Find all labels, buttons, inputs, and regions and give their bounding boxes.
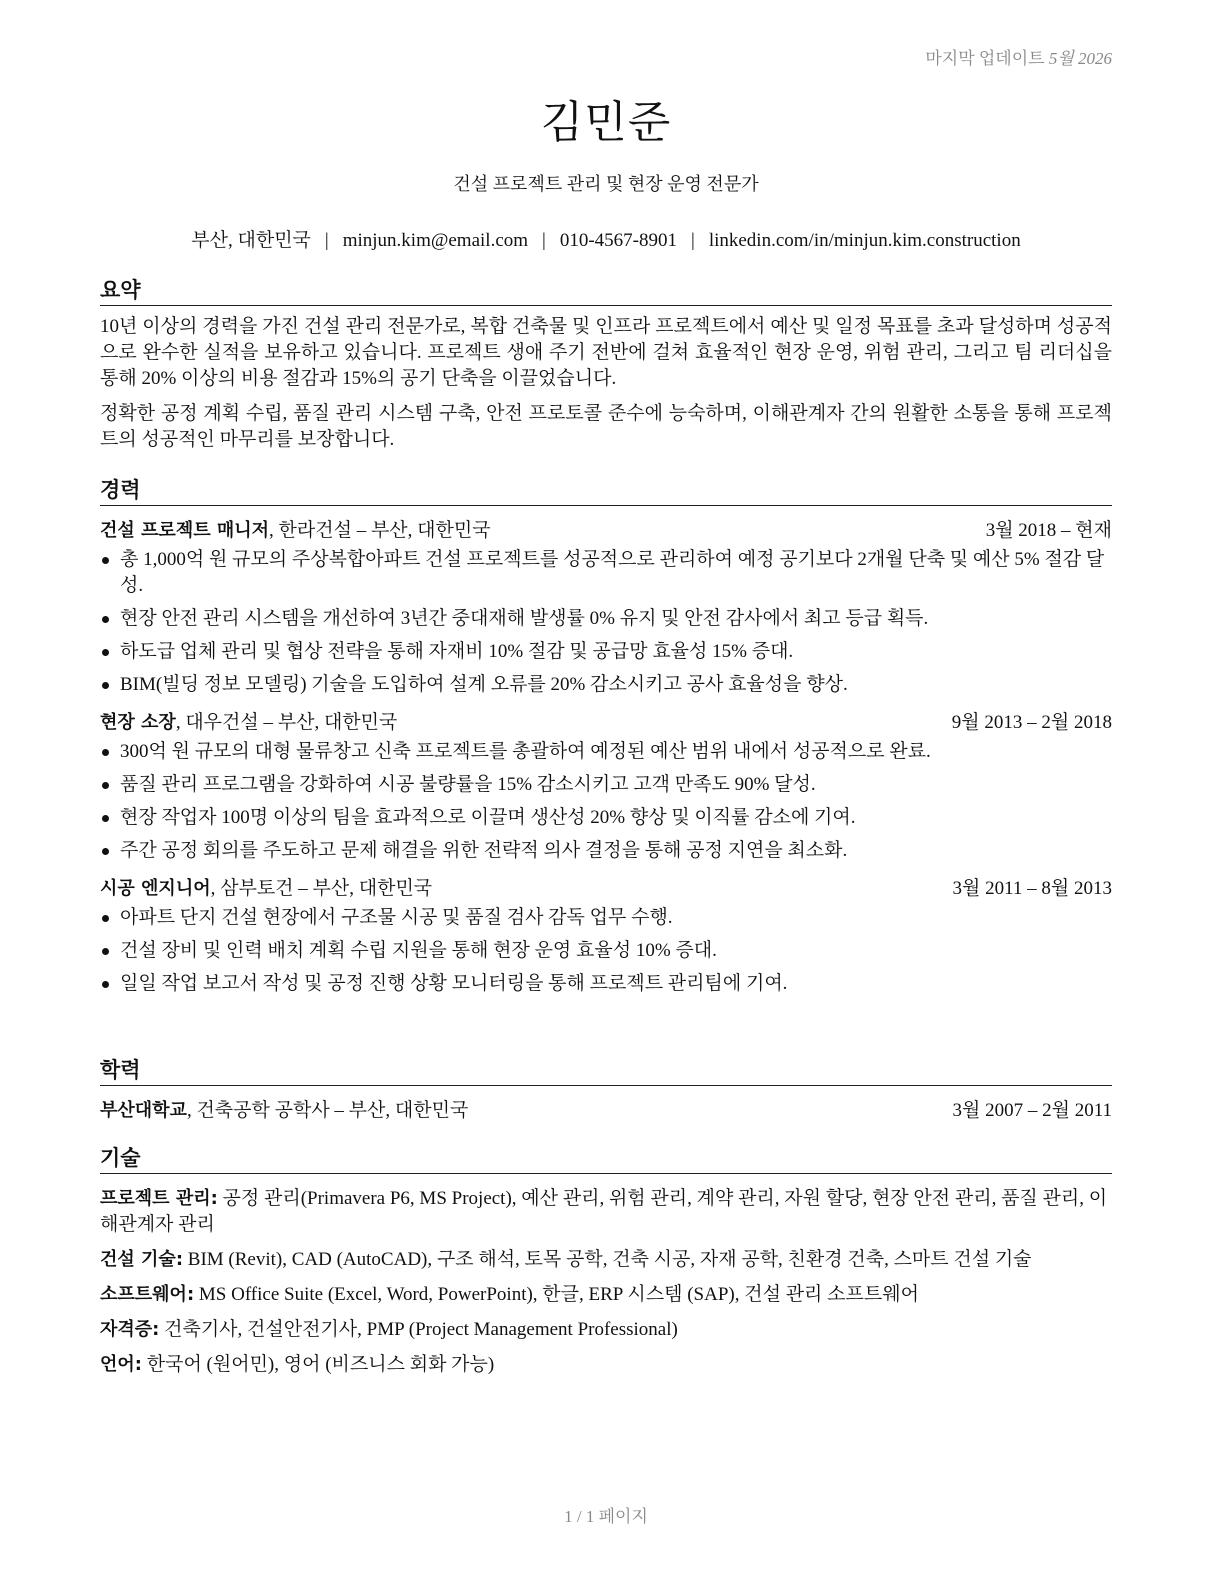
job-entry [100,518,1112,698]
job-header [100,710,1112,736]
list-item: 품질 관리 프로그램을 강화하여 시공 불량률을 15% 감소시키고 고객 만족도 90% 달성. [100,772,1112,798]
job-org: , 대우건설 – 부산, 대한민국 [175,712,398,733]
contact-separator: | [542,230,546,251]
person-name: 김민준 [540,97,672,148]
section-title: 요약 [100,277,1112,306]
contact-email[interactable]: minjun.kim@email.com [342,230,529,251]
contact-location: 부산, 대한민국 [191,230,311,251]
last-updated [925,44,1112,69]
education-detail: , 건축공학 공학사 – 부산, 대한민국 [186,1100,469,1121]
list-item: 일일 작업 보고서 작성 및 공정 진행 상황 모니터링을 통해 프로젝트 관리팀에 기여. [100,971,1112,997]
skill-label: 자격증: [100,1319,160,1340]
last-updated-label: 마지막 업데이트 [925,49,1045,68]
skill-label: 소프트웨어: [100,1284,195,1305]
skill-label: 프로젝트 관리: [100,1188,218,1209]
job-entry [100,876,1112,997]
education-dates: 3월 2007 – 2월 2011 [952,1100,1112,1121]
skill-value: 한국어 (원어민), 영어 (비즈니스 회화 가능) [141,1354,495,1375]
job-header [100,876,1112,902]
skill-row [100,1317,1112,1343]
job-bullets [100,739,1112,864]
skill-value: 공정 관리(Primavera P6, MS Project), 예산 관리, 위험 관리, 계약 관리, 자원 할당, 현장 안전 관리, 품질 관리, 이해관계자 관리 [100,1188,1108,1235]
section-title: 경력 [100,477,1112,506]
skill-label: 언어: [100,1354,142,1375]
summary-paragraph: 10년 이상의 경력을 가진 건설 관리 전문가로, 복합 건축물 및 인프라 프로젝트에서 예산 및 일정 목표를 초과 달성하며 성공적으로 완수한 실적을 보유하고 있습니다. 프로젝트 생애 주기 전반에 걸쳐 효율적인 현장 운영, 위험 관리, 그리고 팀 리더십을 통해 20% 이상의 비용 절감과 15%의 공기 단축을 이끌었습니다. [100,316,1112,389]
skill-value: 건축기사, 건설안전기사, PMP (Project Management Professional) [159,1319,678,1340]
education-school: 부산대학교 [100,1100,187,1121]
list-item: 현장 안전 관리 시스템을 개선하여 3년간 중대재해 발생률 0% 유지 및 안전 감사에서 최고 등급 획득. [100,606,1112,632]
contact-separator: | [324,230,329,251]
list-item: 건설 장비 및 인력 배치 계획 수립 지원을 통해 현장 운영 효율성 10% 증대. [100,938,1112,964]
education-entry [100,1098,1112,1124]
job-role: 시공 엔지니어 [100,878,211,899]
experience-section [100,477,1112,1004]
job-bullets [100,547,1112,698]
skill-row [100,1352,1112,1378]
skill-value: BIM (Revit), CAD (AutoCAD), 구조 해석, 토목 공학, 건축 시공, 자재 공학, 친환경 건축, 스마트 건설 기술 [183,1249,1032,1270]
job-header [100,518,1112,544]
page-indicator: 1 / 1 페이지 [564,1507,648,1526]
contact-separator: | [691,230,695,251]
section-title: 학력 [100,1057,1112,1086]
job-org: , 삼부토건 – 부산, 대한민국 [210,878,433,899]
summary-paragraph: 정확한 공정 계획 수립, 품질 관리 시스템 구축, 안전 프로토콜 준수에 능숙하며, 이해관계자 간의 원활한 소통을 통해 프로젝트의 성공적인 마무리를 보장합니다. [100,403,1112,450]
contact-line [100,225,1112,252]
contact-linkedin[interactable]: linkedin.com/in/minjun.kim.construction [708,230,1021,251]
resume-page [100,0,1112,1584]
list-item: BIM(빌딩 정보 모델링) 기술을 도입하여 설계 오류를 20% 감소시키고 공사 효율성을 향상. [100,672,1112,698]
skill-value: MS Office Suite (Excel, Word, PowerPoint), 한글, ERP 시스템 (SAP), 건설 관리 소프트웨어 [194,1284,919,1305]
list-item: 현장 작업자 100명 이상의 팀을 효과적으로 이끌며 생산성 20% 향상 및 이직률 감소에 기여. [100,805,1112,831]
skill-label: 건설 기술: [100,1249,184,1270]
contact-phone: 010-4567-8901 [559,230,677,251]
list-item: 아파트 단지 건설 현장에서 구조물 시공 및 품질 검사 감독 업무 수행. [100,905,1112,931]
last-updated-date: 5월 2026 [1048,49,1112,68]
job-entry [100,710,1112,864]
list-item: 총 1,000억 원 규모의 주상복합아파트 건설 프로젝트를 성공적으로 관리하여 예정 공기보다 2개월 단축 및 예산 5% 절감 달성. [100,547,1112,599]
job-org: , 한라건설 – 부산, 대한민국 [269,520,491,541]
job-dates: 3월 2011 – 8월 2013 [952,878,1112,899]
job-bullets [100,905,1112,997]
list-item: 주간 공정 회의를 주도하고 문제 해결을 위한 전략적 의사 결정을 통해 공정 지연을 최소화. [100,838,1112,864]
skills-section [100,1145,1112,1387]
list-item: 300억 원 규모의 대형 물류창고 신축 프로젝트를 총괄하여 예정된 예산 범위 내에서 성공적으로 완료. [100,739,1112,765]
skill-row [100,1186,1112,1238]
skills-list [100,1186,1112,1378]
summary-section [100,277,1112,453]
job-dates: 3월 2018 – 현재 [985,520,1112,541]
education-section [100,1057,1112,1124]
headline: 건설 프로젝트 관리 및 현장 운영 전문가 [453,174,759,194]
job-role: 건설 프로젝트 매니저 [100,520,270,541]
job-dates: 9월 2013 – 2월 2018 [951,712,1112,733]
section-title: 기술 [100,1145,1112,1174]
job-role: 현장 소장 [100,712,176,733]
list-item: 하도급 업체 관리 및 협상 전략을 통해 자재비 10% 절감 및 공급망 효율성 15% 증대. [100,639,1112,665]
skill-row [100,1282,1112,1308]
skill-row [100,1247,1112,1273]
